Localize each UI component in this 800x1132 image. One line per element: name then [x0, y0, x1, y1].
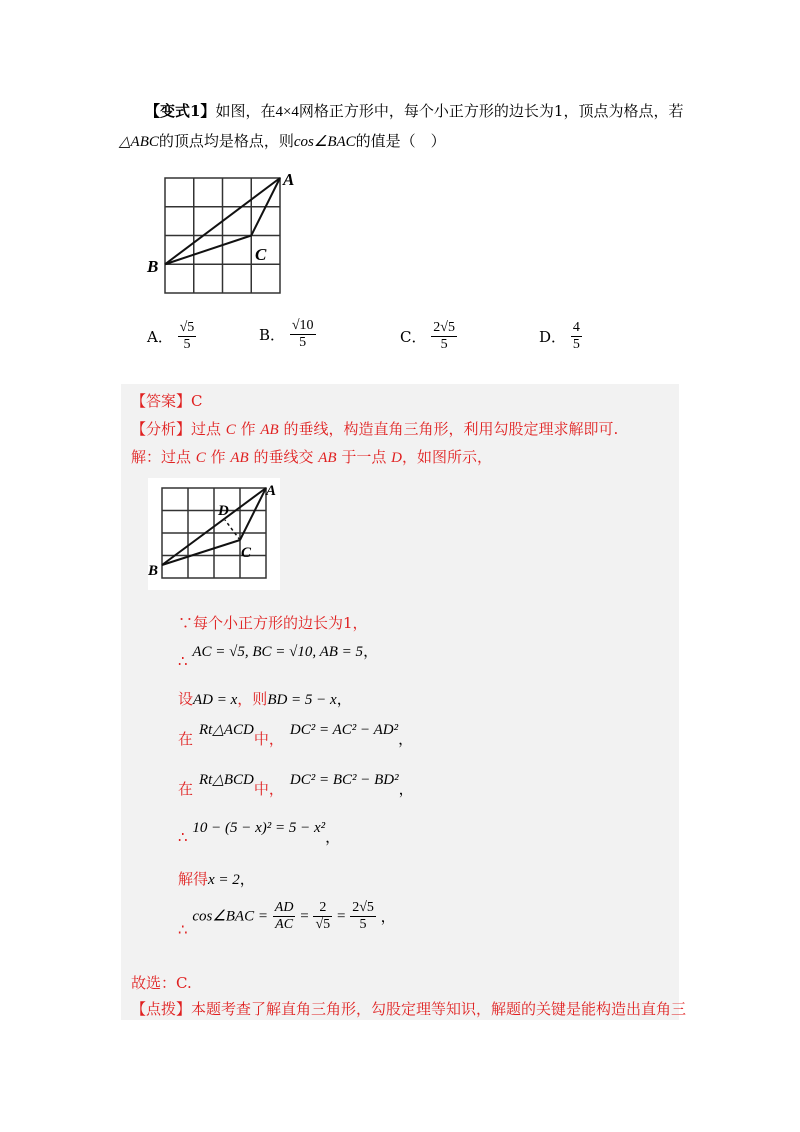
grid-lines — [165, 178, 280, 293]
option-b[interactable]: B． $\frac{√10}{5}$ — [259, 318, 314, 350]
step-2: ∴ AC = √5, BC = √10, AB = 5， — [178, 642, 379, 670]
label-b-2: B — [148, 563, 159, 579]
cos-expression: cos∠BAC — [293, 134, 356, 150]
answer-line — [131, 390, 203, 412]
option-d[interactable]: D． $\frac{4}{5}$ — [539, 320, 580, 352]
question-line-2: △ABC的顶点均是格点，则cos∠BAC的值是（ ） — [119, 132, 446, 150]
label-c: C — [255, 245, 267, 264]
step-3: 设AD = x，则BD = 5 − x， — [178, 690, 352, 708]
step-1: ∵每个小正方形的边长为1， — [178, 614, 368, 632]
answer-label: 【答案】 — [131, 392, 192, 410]
solution-intro: 解：过点 C 作 AB 的垂线交 AB 于一点 D，如图所示， — [131, 448, 492, 466]
label-c-2: C — [241, 545, 252, 561]
step-7: 解得x = 2， — [178, 870, 255, 888]
step-6: ∴ 10 − (5 − x)² = 5 − x²， — [178, 820, 341, 846]
triangle-abc: △ABC — [119, 134, 159, 150]
figure-1-grid — [145, 168, 305, 302]
option-c[interactable]: C． $\frac{2√5}{5}$ — [400, 320, 455, 352]
question-line-1: 【变式1】如图，在4×4网格正方形中，每个小正方形的边长为1，顶点为格点，若 — [145, 102, 684, 120]
step-4: 在 Rt△ACD中， DC² = AC² − AD²， — [178, 722, 414, 748]
label-a: A — [283, 170, 295, 189]
comment-label: 【点拨】 — [131, 1000, 192, 1018]
step-8: ∴ cos∠BAC = $\frac{AD}{AC}$ = $\frac{2}{√5}$ = $\frac{2√5}{5}$ ， — [178, 900, 396, 939]
analysis-label: 【分析】 — [131, 420, 192, 438]
comment-line: 【点拨】本题考查了解直角三角形，勾股定理等知识，解题的关键是能构造出直角三 — [131, 1000, 687, 1018]
label-b: B — [147, 257, 159, 276]
figure-2-grid — [148, 478, 280, 590]
analysis-line: 【分析】过点 C 作 AB 的垂线，构造直角三角形，利用勾股定理求解即可. — [131, 420, 619, 438]
answer-value: C — [191, 392, 203, 410]
label-a-2: A — [266, 483, 277, 499]
conclusion: 故选：C. — [131, 974, 192, 992]
grid-lines-2 — [162, 488, 266, 578]
label-d-2: D — [218, 503, 229, 519]
step-5: 在 Rt△BCD中， DC² = BC² − BD²， — [178, 772, 414, 798]
option-a[interactable]: A． $\frac{√5}{5}$ — [147, 320, 195, 352]
question-label: 【变式1】 — [145, 102, 216, 120]
grid-size: 4×4 — [275, 104, 299, 120]
perpendicular-cd — [225, 520, 240, 540]
